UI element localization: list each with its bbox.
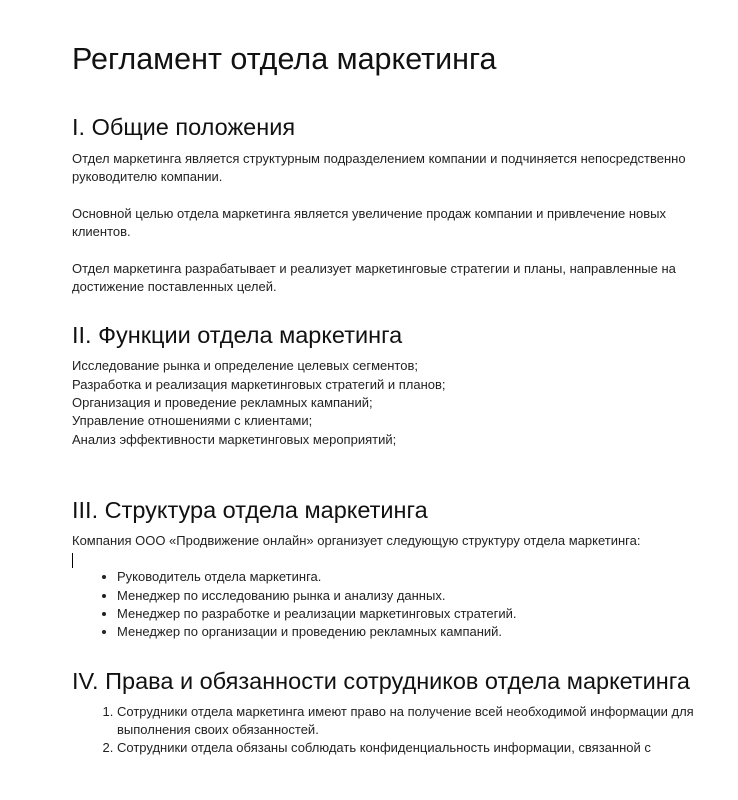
list-item: 2. Сотрудники отдела обязаны соблюдать конфиденциальность информации, связанной с	[117, 739, 717, 757]
list-item: 1. Сотрудники отдела маркетинга имеют право на получение всей необходимой информации для выполнения своих обязанностей.	[117, 703, 717, 740]
paragraph: Основной целью отдела маркетинга является увеличение продаж компании и привлечение новых клиентов.	[72, 205, 667, 240]
list-item: Организация и проведение рекламных кампаний;	[72, 394, 373, 410]
paragraph: Отдел маркетинга является структурным подразделением компании и подчиняется непосредственно руководителю компании.	[72, 151, 686, 185]
paragraph: Компания ООО «Продвижение онлайн» организует следующую структуру отдела маркетинга:	[72, 532, 641, 548]
section-heading-functions: II. Функции отдела маркетинга	[72, 322, 403, 349]
functions-list	[72, 357, 717, 448]
paragraph: Отдел маркетинга разрабатывает и реализует маркетинговые стратегии и планы, направленные на достижение поставленных целей.	[72, 260, 676, 295]
list-item: • Менеджер по разработке и реализации маркетинговых стратегий.	[117, 605, 717, 623]
structure-bullet-list	[72, 568, 717, 641]
list-item: Управление отношениями с клиентами;	[72, 413, 313, 429]
list-item: • Менеджер по организации и проведению рекламных кампаний.	[117, 623, 717, 641]
rights-numbered-list	[72, 703, 717, 758]
list-item: • Менеджер по исследованию рынка и анализу данных.	[117, 587, 717, 605]
list-item: Исследование рынка и определение целевых сегментов;	[72, 358, 418, 374]
document-body[interactable]	[72, 0, 717, 758]
list-item: • Руководитель отдела маркетинга.	[117, 568, 717, 586]
section-heading-rights: IV. Права и обязанности сотрудников отдела маркетинга	[72, 667, 690, 694]
document-title: Регламент отдела маркетинга	[72, 42, 497, 76]
list-item: Анализ эффективности маркетинговых мероприятий;	[72, 431, 397, 447]
section-heading-structure: III. Структура отдела маркетинга	[72, 496, 428, 523]
text-cursor	[72, 550, 717, 568]
list-item: Разработка и реализация маркетинговых стратегий и планов;	[72, 376, 446, 392]
section-heading-general: I. Общие положения	[72, 114, 296, 140]
